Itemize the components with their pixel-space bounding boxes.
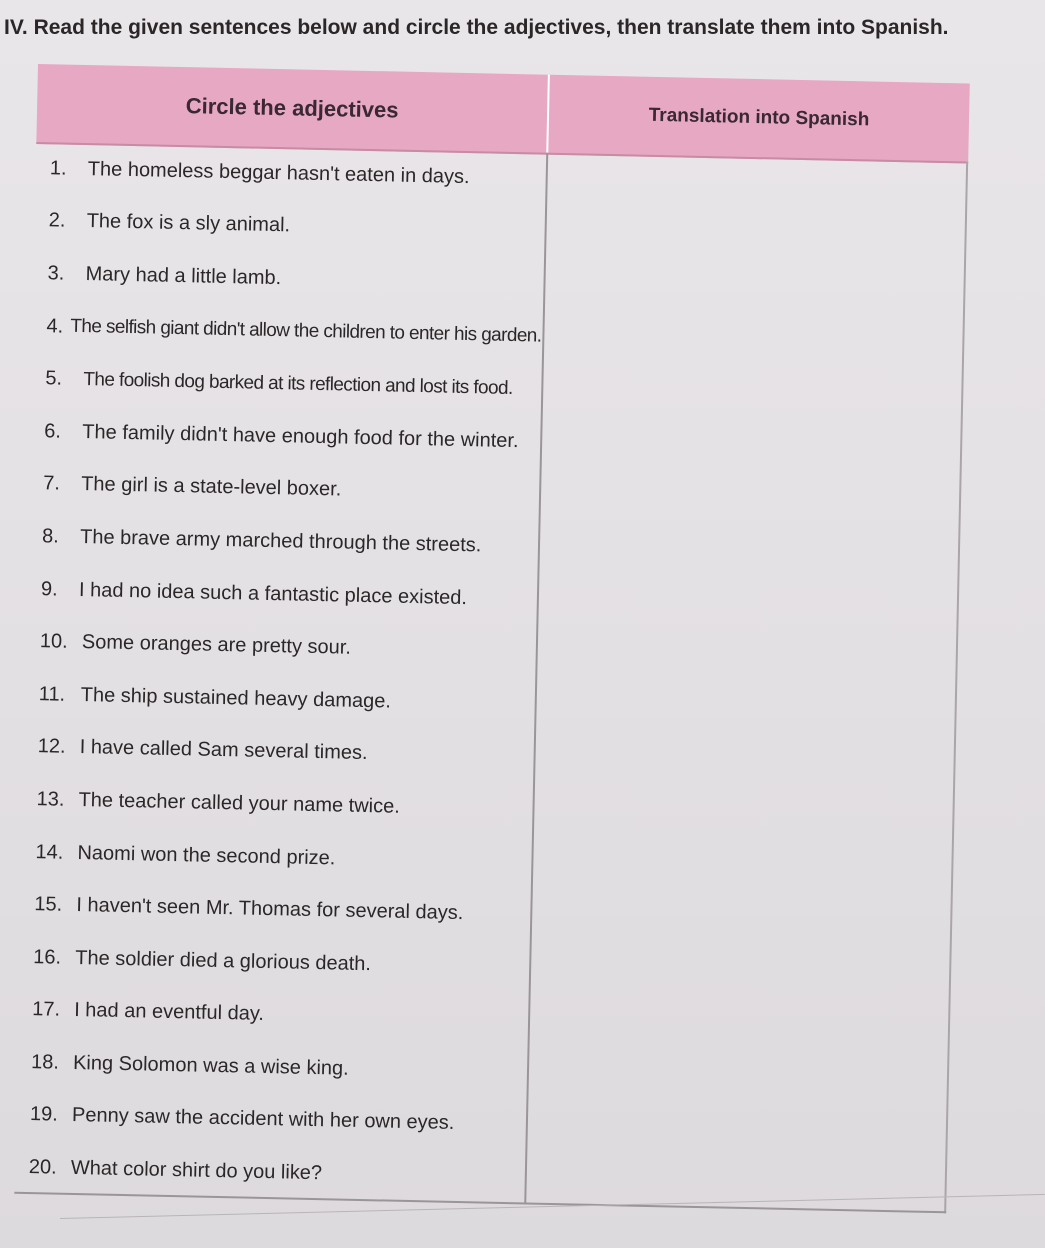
row-number: 19. bbox=[29, 1103, 59, 1127]
row-sentence: The girl is a state-level boxer. bbox=[80, 473, 342, 501]
table-right-border bbox=[944, 161, 968, 1213]
row-sentence: I haven't seen Mr. Thomas for several days. bbox=[76, 894, 464, 925]
row-number: 5. bbox=[45, 367, 63, 390]
row-sentence: Naomi won the second prize. bbox=[77, 841, 336, 869]
adjectives-table bbox=[14, 64, 969, 1213]
table-row bbox=[28, 1141, 524, 1204]
header-cell-translation bbox=[548, 75, 970, 162]
row-number: 7. bbox=[42, 472, 61, 495]
row-number: 12. bbox=[37, 735, 66, 759]
row-sentence: The ship sustained heavy damage. bbox=[80, 683, 392, 713]
row-sentence: The foolish dog barked at its reflection and lost its food. bbox=[83, 368, 513, 399]
row-sentence: Some oranges are pretty sour. bbox=[81, 631, 352, 659]
row-number: 9. bbox=[40, 577, 58, 601]
instruction-text: IV. Read the given sentences below and circle the adjectives, then translate them into Spanish. bbox=[4, 16, 949, 39]
row-sentence: King Solomon was a wise king. bbox=[72, 1051, 349, 1080]
row-number: 10. bbox=[39, 630, 68, 653]
row-sentence: I had an eventful day. bbox=[73, 999, 265, 1026]
row-sentence: Penny saw the accident with her own eyes. bbox=[71, 1104, 455, 1135]
row-sentence: The fox is a sly animal. bbox=[86, 210, 291, 237]
row-number: 4. bbox=[46, 314, 64, 338]
row-sentence: The soldier died a glorious death. bbox=[75, 946, 372, 975]
row-number: 1. bbox=[49, 157, 67, 180]
row-number: 14. bbox=[35, 840, 64, 864]
sentence-list bbox=[28, 142, 545, 1204]
row-sentence: I have called Sam several times. bbox=[79, 736, 368, 765]
row-number: 13. bbox=[36, 788, 65, 811]
row-sentence: The homeless beggar hasn't eaten in days. bbox=[87, 157, 470, 188]
row-number: 20. bbox=[28, 1156, 57, 1179]
row-sentence: What color shirt do you like? bbox=[70, 1157, 323, 1185]
row-number: 6. bbox=[44, 419, 62, 443]
row-number: 8. bbox=[41, 525, 60, 548]
row-sentence: I had no idea such a fantastic place existed. bbox=[78, 578, 468, 609]
row-number: 17. bbox=[31, 998, 61, 1021]
row-sentence: The selfish giant didn't allow the children to enter his garden. bbox=[70, 315, 542, 347]
row-number: 15. bbox=[34, 893, 63, 916]
row-number: 11. bbox=[38, 682, 66, 706]
row-sentence: The teacher called your name twice. bbox=[78, 788, 401, 818]
header-cell-circle bbox=[36, 64, 550, 153]
row-sentence: The brave army marched through the streets. bbox=[79, 525, 482, 557]
header-translation-label: Translation into Spanish bbox=[648, 104, 870, 131]
row-number: 18. bbox=[30, 1050, 60, 1074]
row-sentence: The family didn't have enough food for the winter. bbox=[82, 420, 519, 452]
header-circle-label: Circle the adjectives bbox=[185, 93, 399, 123]
row-number: 16. bbox=[33, 945, 62, 969]
row-number: 3. bbox=[47, 262, 65, 285]
row-number: 2. bbox=[48, 209, 66, 232]
row-sentence: Mary had a little lamb. bbox=[85, 263, 282, 290]
